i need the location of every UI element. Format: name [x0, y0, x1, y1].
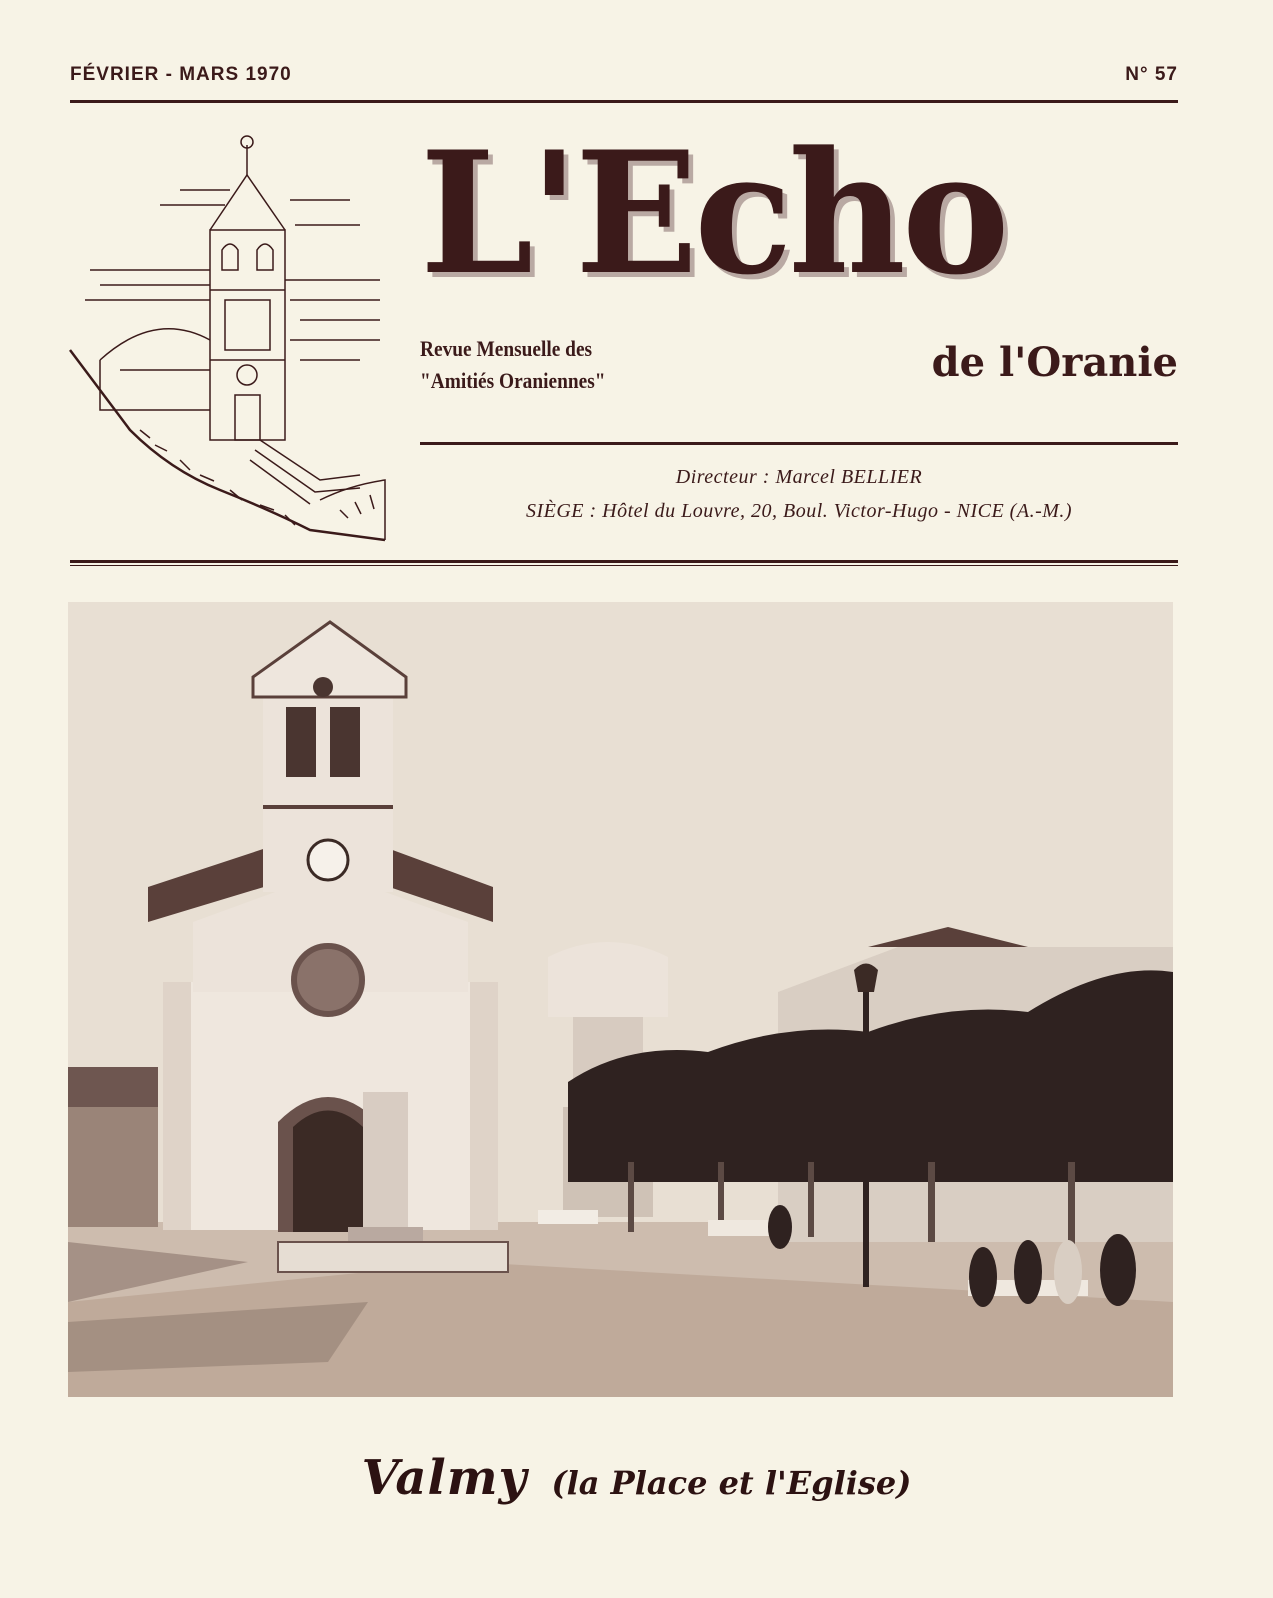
- masthead-subtitle: de l'Oranie: [931, 339, 1178, 386]
- issue-number: N° 57: [1125, 64, 1178, 85]
- tagline-line-2: "Amitiés Oraniennes": [420, 368, 606, 393]
- issue-date: FÉVRIER - MARS 1970: [70, 64, 292, 85]
- caption-detail: (la Place et l'Eglise): [551, 1464, 912, 1502]
- siege-address: SIÈGE : Hôtel du Louvre, 20, Boul. Victor-Hugo - NICE (A.-M.): [525, 500, 1073, 522]
- caption-place: Valmy: [361, 1450, 528, 1506]
- director-line: Directeur : Marcel BELLIER: [675, 466, 923, 488]
- tagline-line-1: Revue Mensuelle des: [420, 336, 593, 361]
- header-bottom-divider: [70, 560, 1178, 563]
- church-tower-drawing: [60, 130, 395, 550]
- masthead-title: L'Echo: [420, 114, 1006, 312]
- issue-header: [70, 62, 1178, 90]
- cover-caption: [0, 1450, 1273, 1506]
- masthead-tagline: [420, 333, 658, 397]
- top-divider: [70, 100, 1178, 103]
- header-bottom-divider-thin: [70, 565, 1178, 566]
- cover-photo: [68, 602, 1173, 1397]
- masthead-divider: [420, 442, 1178, 445]
